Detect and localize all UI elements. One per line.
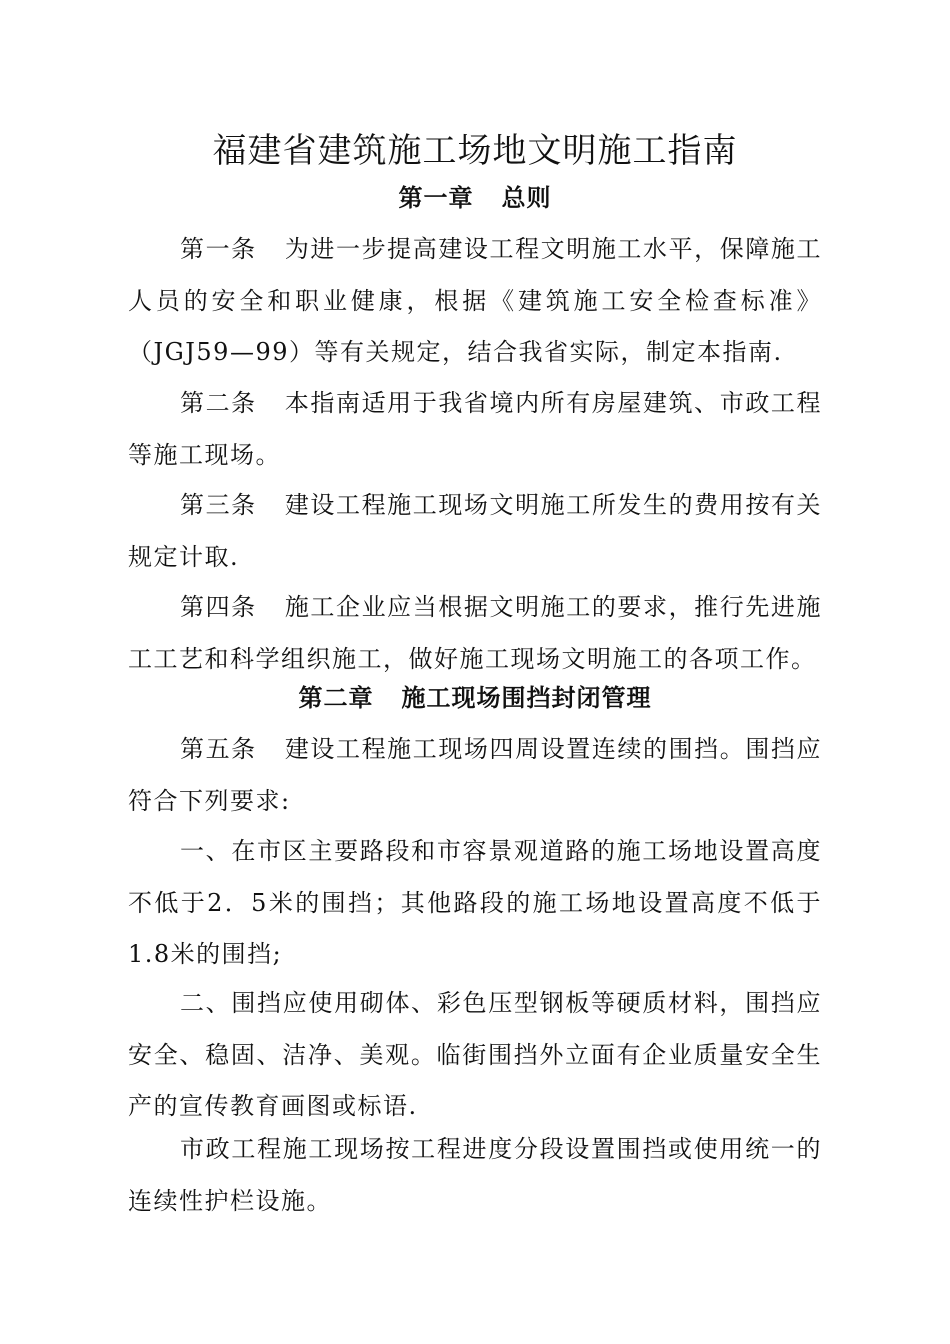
paragraph-line: 第五条 建设工程施工现场四周设置连续的围挡。围挡应 xyxy=(180,735,822,763)
list-item xyxy=(128,978,822,1133)
chapter-heading xyxy=(0,682,950,714)
chapter-number: 第一章 xyxy=(398,184,474,212)
paragraph-line: 第一条 为进一步提高建设工程文明施工水平，保障施工 xyxy=(180,235,822,263)
chapter-name: 施工现场围挡封闭管理 xyxy=(401,684,652,712)
chapter-heading xyxy=(0,182,950,214)
paragraph-line: 1.8米的围挡; xyxy=(128,940,283,968)
list-item xyxy=(128,826,822,981)
article-label: 第二条 xyxy=(180,389,257,417)
paragraph-line: 二、围挡应使用砌体、彩色压型钢板等硬质材料，围挡应 xyxy=(180,989,822,1017)
paragraph-line: 安全、稳固、洁净、美观。临街围挡外立面有企业质量安全生 xyxy=(128,1040,822,1069)
article-label: 第四条 xyxy=(180,593,257,621)
paragraph-line: 连续性护栏设施。 xyxy=(128,1186,332,1215)
paragraph-line: 产的宣传教育画图或标语. xyxy=(128,1092,418,1120)
article-label: 第三条 xyxy=(180,491,257,519)
paragraph-line: 等施工现场。 xyxy=(128,440,281,469)
paragraph-line: 工工艺和科学组织施工，做好施工现场文明施工的各项工作。 xyxy=(128,644,817,673)
article-paragraph xyxy=(128,480,822,583)
article-paragraph xyxy=(128,582,822,685)
paragraph-line: 第二条 本指南适用于我省境内所有房屋建筑、市政工程 xyxy=(180,389,822,417)
paragraph-line: 一、在市区主要路段和市容景观道路的施工场地设置高度 xyxy=(180,837,822,865)
list-item xyxy=(128,1124,822,1227)
article-paragraph xyxy=(128,378,822,481)
chapter-name: 总则 xyxy=(501,184,552,212)
article-label: 第五条 xyxy=(180,735,257,763)
paragraph-line: 规定计取. xyxy=(128,542,240,571)
paragraph-line: 市政工程施工现场按工程进度分段设置围挡或使用统一的 xyxy=(180,1135,822,1163)
paragraph-line: 第四条 施工企业应当根据文明施工的要求，推行先进施 xyxy=(180,593,822,621)
chapter-number: 第二章 xyxy=(298,684,374,712)
article-paragraph xyxy=(128,224,822,379)
article-paragraph xyxy=(128,724,822,827)
document-title: 福建省建筑施工场地文明施工指南 xyxy=(212,131,738,171)
paragraph-line: 第三条 建设工程施工现场文明施工所发生的费用按有关 xyxy=(180,491,822,519)
paragraph-line: （JGJ59—99）等有关规定，结合我省实际，制定本指南. xyxy=(128,338,783,366)
paragraph-line: 符合下列要求: xyxy=(128,786,291,815)
paragraph-line: 不低于2．5米的围挡；其他路段的施工场地设置高度不低于 xyxy=(128,888,822,917)
paragraph-line: 人员的安全和职业健康，根据《建筑施工安全检查标准》 xyxy=(128,286,822,315)
article-label: 第一条 xyxy=(180,235,257,263)
